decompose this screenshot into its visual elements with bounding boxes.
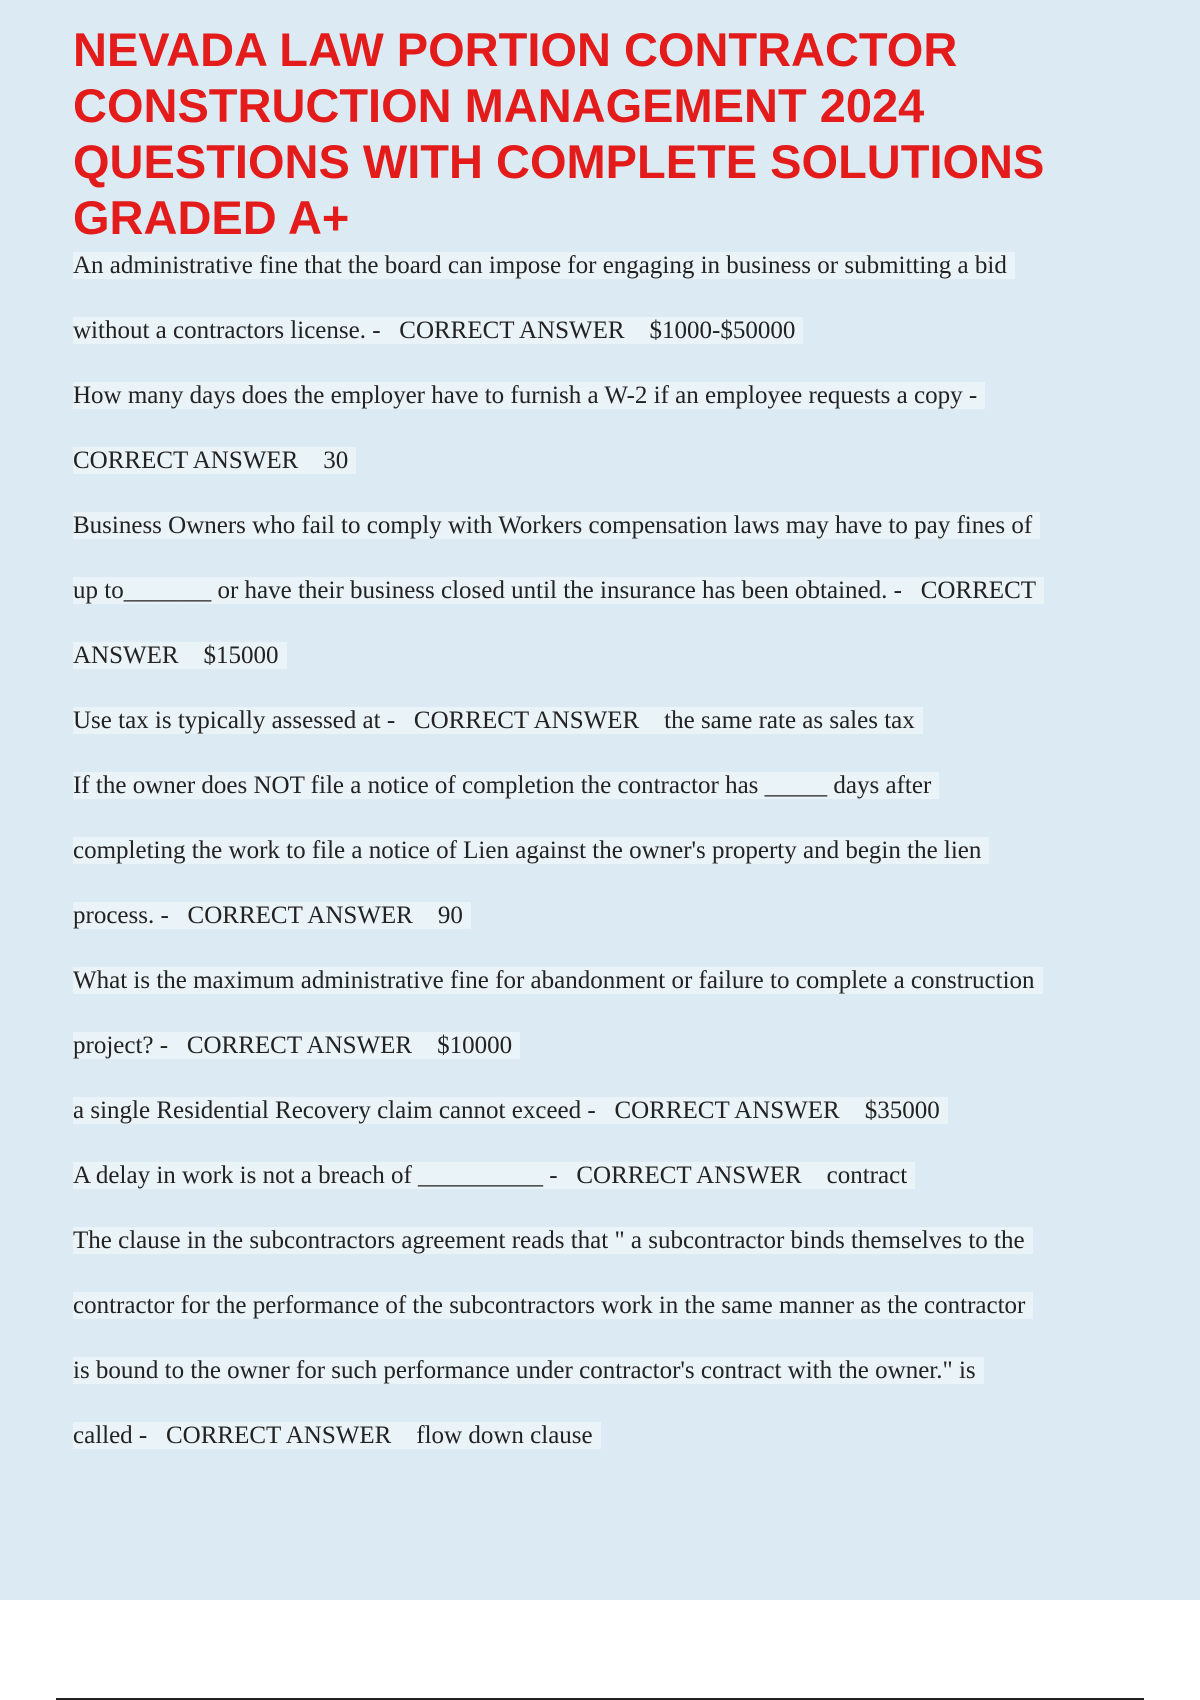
qa-line-text: How many days does the employer have to furnish a W-2 if an employee requests a copy - [73, 382, 985, 409]
qa-line [73, 1028, 1163, 1093]
qa-line-text: without a contractors license. - CORRECT ANSWER $1000-$50000 [73, 317, 803, 344]
title-line: GRADED A+ [73, 191, 350, 244]
qa-line [73, 1223, 1163, 1288]
qa-line-text: called - CORRECT ANSWER flow down clause [73, 1422, 601, 1449]
qa-line [73, 378, 1163, 443]
qa-line [73, 1353, 1163, 1418]
qa-line-text: If the owner does NOT file a notice of completion the contractor has _____ days after [73, 772, 939, 799]
qa-line-text: a single Residential Recovery claim cannot exceed - CORRECT ANSWER $35000 [73, 1097, 948, 1124]
qa-line [73, 313, 1163, 378]
qa-line [73, 898, 1163, 963]
qa-line [73, 508, 1163, 573]
qa-line-text: What is the maximum administrative fine for abandonment or failure to complete a construction [73, 967, 1043, 994]
qa-line-text: project? - CORRECT ANSWER $10000 [73, 1032, 520, 1059]
qa-line-text: CORRECT ANSWER 30 [73, 447, 356, 474]
document-title [73, 22, 1163, 246]
title-line: NEVADA LAW PORTION CONTRACTOR [73, 23, 958, 76]
qa-line-text: up to_______ or have their business closed until the insurance has been obtained. - CORRECT [73, 577, 1044, 604]
title-line: CONSTRUCTION MANAGEMENT 2024 [73, 79, 925, 132]
title-line: QUESTIONS WITH COMPLETE SOLUTIONS [73, 135, 1045, 188]
qa-line-text: process. - CORRECT ANSWER 90 [73, 902, 471, 929]
qa-line [73, 963, 1163, 1028]
qa-line [73, 443, 1163, 508]
qa-line-text: is bound to the owner for such performance under contractor's contract with the owner." is [73, 1357, 984, 1384]
qa-line [73, 1158, 1163, 1223]
qa-line [73, 1418, 1163, 1483]
qa-line [73, 768, 1163, 833]
qa-line [73, 833, 1163, 898]
qa-line [73, 1288, 1163, 1353]
document-content [73, 22, 1163, 1483]
qa-line-text: Use tax is typically assessed at - CORRECT ANSWER the same rate as sales tax [73, 707, 923, 734]
qa-line [73, 248, 1163, 313]
qa-line-text: ANSWER $15000 [73, 642, 287, 669]
qa-line-text: contractor for the performance of the subcontractors work in the same manner as the contractor [73, 1292, 1033, 1319]
qa-line [73, 1093, 1163, 1158]
qa-list [73, 248, 1163, 1483]
qa-line [73, 573, 1163, 638]
qa-line-text: Business Owners who fail to comply with Workers compensation laws may have to pay fines of [73, 512, 1040, 539]
qa-line-text: A delay in work is not a breach of __________ - CORRECT ANSWER contract [73, 1162, 915, 1189]
qa-line [73, 703, 1163, 768]
qa-line [73, 638, 1163, 703]
qa-line-text: The clause in the subcontractors agreement reads that " a subcontractor binds themselves to the [73, 1227, 1033, 1254]
qa-line-text: completing the work to file a notice of Lien against the owner's property and begin the lien [73, 837, 989, 864]
qa-line-text: An administrative fine that the board can impose for engaging in business or submitting a bid [73, 252, 1015, 279]
